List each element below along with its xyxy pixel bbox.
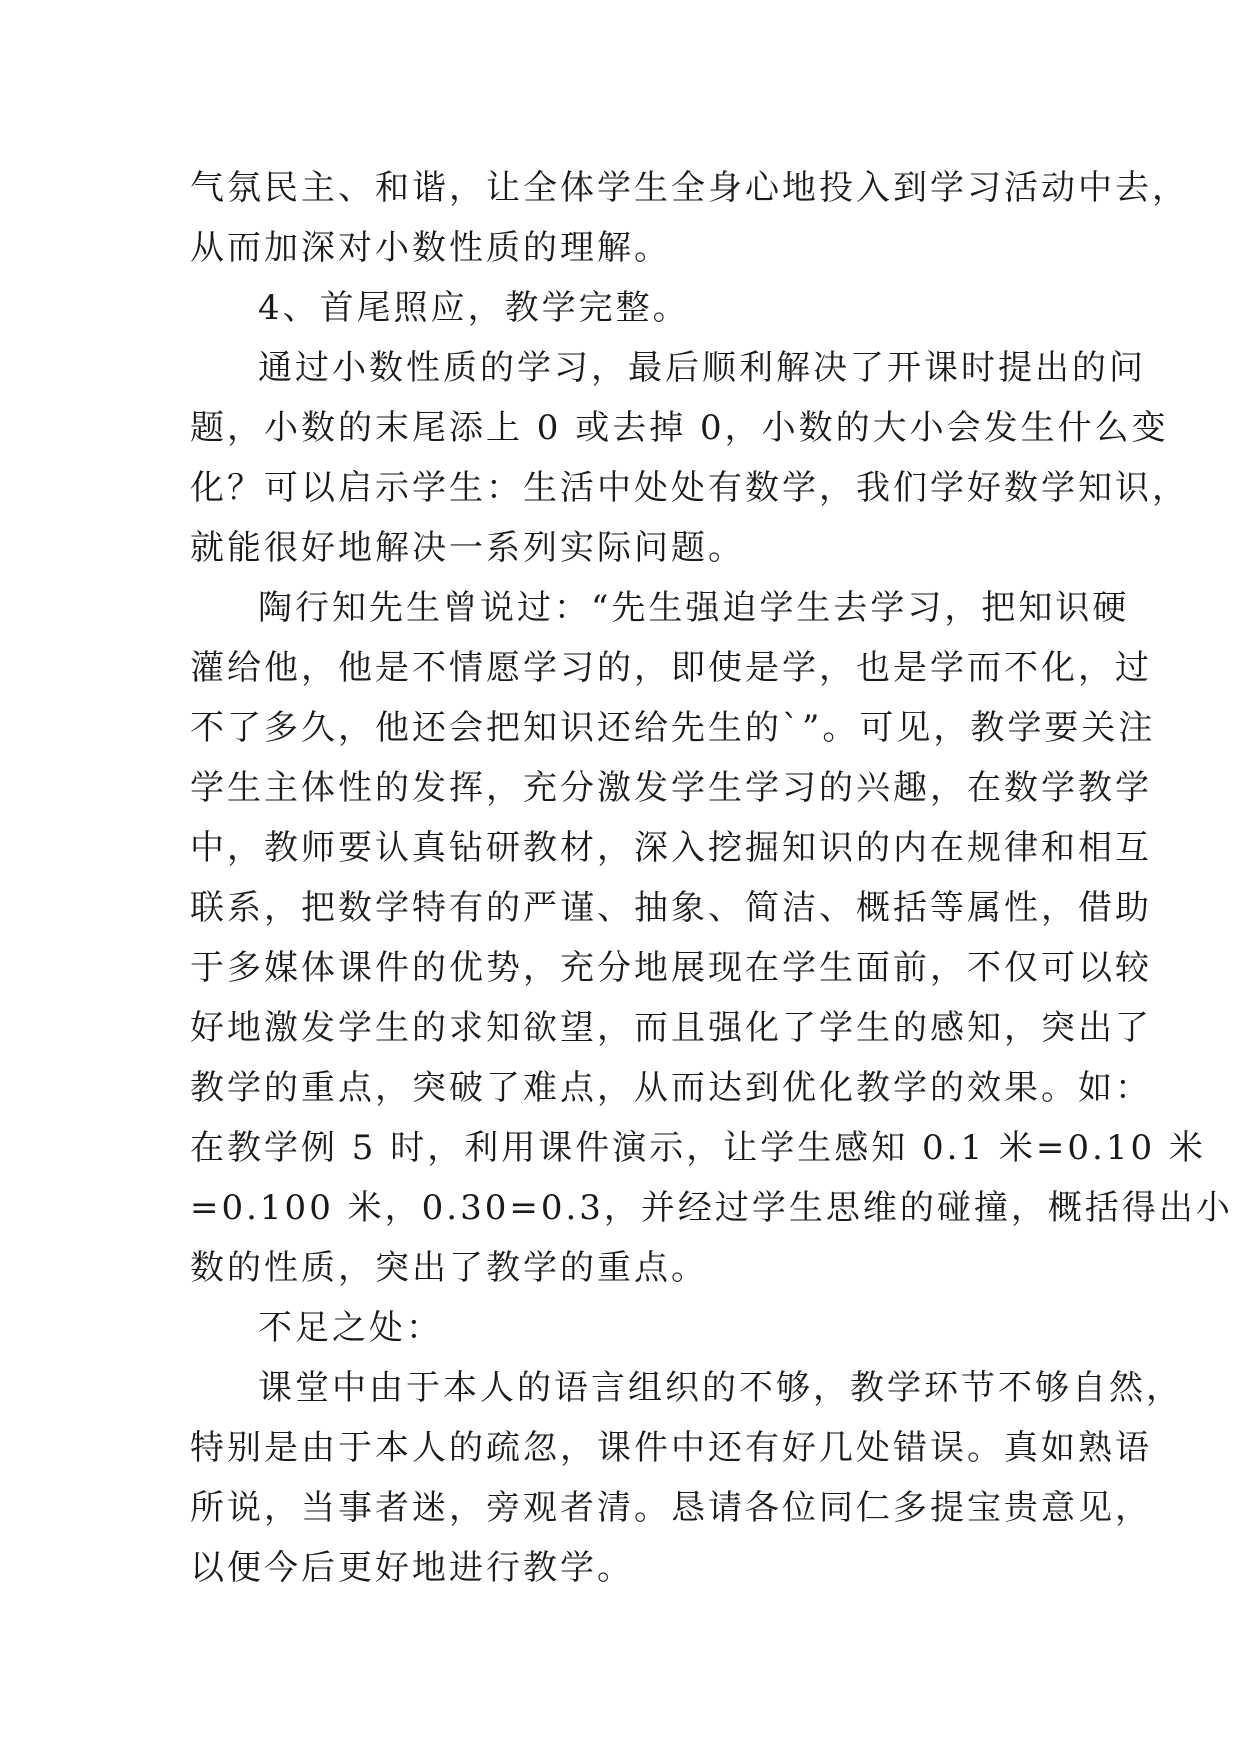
text-line: 特别是由于本人的疏忽，课件中还有好几处错误。真如熟语: [190, 1428, 1152, 1468]
text-line: 在教学例 5 时，利用课件演示，让学生感知 0.1 米=0.10 米: [190, 1128, 1206, 1168]
section-heading: 4、首尾照应，教学完整。: [258, 288, 690, 328]
text-line: 题，小数的末尾添上 0 或去掉 0，小数的大小会发生什么变: [190, 408, 1169, 448]
text-line: 通过小数性质的学习，最后顺利解决了开课时提出的问: [258, 348, 1146, 388]
text-line: 学生主体性的发挥，充分激发学生学习的兴趣，在数学教学: [190, 768, 1152, 808]
section-heading: 不足之处：: [258, 1308, 443, 1348]
text-line: 中，教师要认真钻研教材，深入挖掘知识的内在规律和相互: [190, 828, 1152, 868]
text-line: 以便今后更好地进行教学。: [190, 1548, 634, 1588]
text-line: 化？可以启示学生：生活中处处有数学，我们学好数学知识，: [190, 468, 1189, 508]
text-line: 气氛民主、和谐，让全体学生全身心地投入到学习活动中去，: [190, 168, 1189, 208]
document-body: [190, 158, 1233, 1598]
text-line: 数的性质，突出了教学的重点。: [190, 1248, 708, 1288]
text-line: 不了多久，他还会把知识还给先生的`”。可见，教学要关注: [190, 708, 1156, 748]
text-line: 于多媒体课件的优势，充分地展现在学生面前，不仅可以较: [190, 948, 1152, 988]
text-line: =0.100 米，0.30=0.3，并经过学生思维的碰撞，概括得出小: [190, 1188, 1233, 1228]
text-line: 所说，当事者迷，旁观者清。恳请各位同仁多提宝贵意见，: [190, 1488, 1152, 1528]
text-line: 联系，把数学特有的严谨、抽象、简洁、概括等属性，借助: [190, 888, 1152, 928]
text-line: 灌给他，他是不情愿学习的，即使是学，也是学而不化，过: [190, 648, 1152, 688]
text-line: 课堂中由于本人的语言组织的不够，教学环节不够自然，: [258, 1368, 1183, 1408]
text-line: 好地激发学生的求知欲望，而且强化了学生的感知，突出了: [190, 1008, 1152, 1048]
text-line: 就能很好地解决一系列实际问题。: [190, 528, 745, 568]
text-line: 从而加深对小数性质的理解。: [190, 228, 671, 268]
text-line: 陶行知先生曾说过：“先生强迫学生去学习，把知识硬: [258, 588, 1130, 628]
text-line: 教学的重点，突破了难点，从而达到优化教学的效果。如：: [190, 1068, 1152, 1108]
